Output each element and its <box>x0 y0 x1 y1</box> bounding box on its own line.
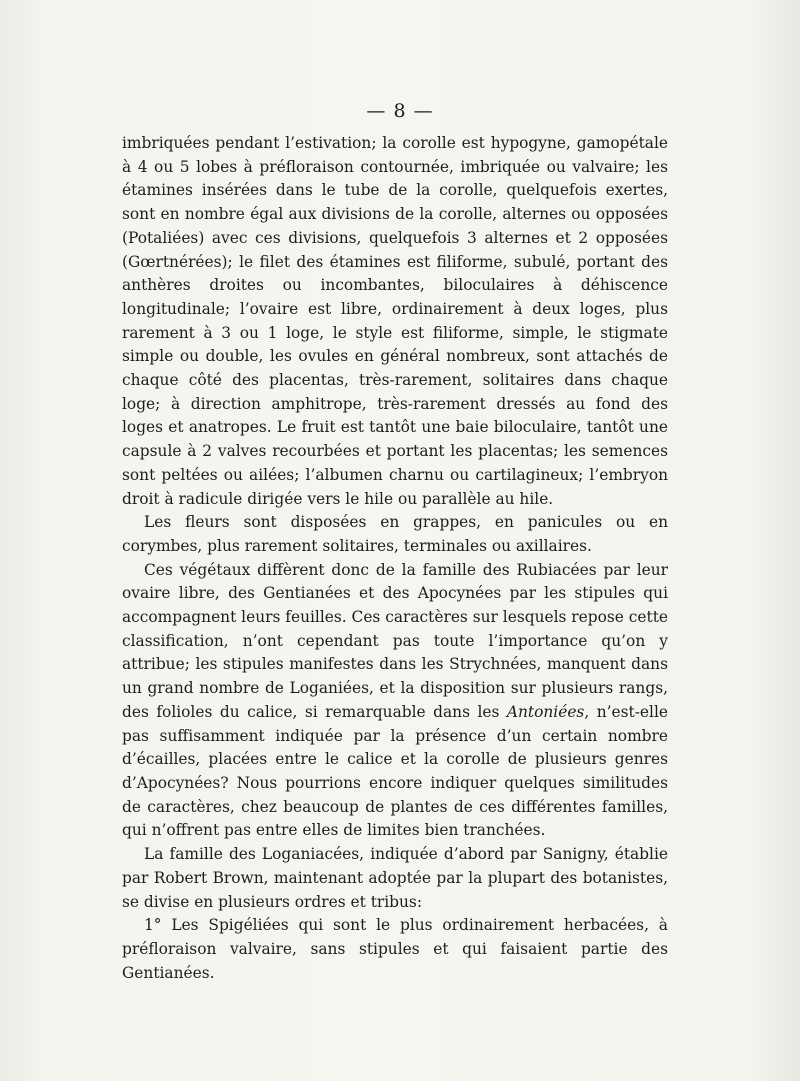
paragraph-3 <box>122 559 668 843</box>
paragraph-3-text-b: , n’est-elle pas suffisamment indiquée par la présence d’un certain nombre d’écailles, placées entre le calice et la corolle de plusieurs genres d’Apocynées? Nous pourrions encore indiquer quelques similitudes de caractères, chez beaucoup de plantes de ces différentes familles, qui n’offrent pas entre elles de limites bien tranchées. <box>122 702 668 840</box>
paragraph-1 <box>122 132 668 511</box>
paragraph-5 <box>122 914 668 985</box>
paragraph-2 <box>122 511 668 558</box>
body-text <box>122 132 668 985</box>
paragraph-3-italic-term: Antoniées <box>506 702 585 721</box>
page-number: — 8 — <box>366 100 434 122</box>
paragraph-4 <box>122 843 668 914</box>
paragraph-4-text: La famille des Loganiacées, indiquée d’abord par Sanigny, établie par Robert Brown, maintenant adoptée par la plupart des botanistes, se divise en plusieurs ordres et tribus: <box>122 845 668 911</box>
paragraph-5-text: 1° Les Spigéliées qui sont le plus ordinairement herbacées, à préfloraison valvaire, sans stipules et qui faisaient partie des Gentianées. <box>122 916 668 982</box>
paragraph-3-text-a: Ces végétaux diffèrent donc de la famille des Rubiacées par leur ovaire libre, des Gentianées et des Apocynées par les stipules qui accompagnent leurs feuilles. Ces caractères sur lesquels repose cette classification, n’ont cependant pas toute l’importance qu’on y attribue; les stipules manifestes dans les Strychnées, manquent dans un grand nombre de Loganiées, et la disposition sur plusieurs rangs, des folioles du calice, si remarquable dans les <box>122 560 668 721</box>
paragraph-1-text: imbriquées pendant l’estivation; la corolle est hypogyne, gamopétale à 4 ou 5 lobes à préfloraison contournée, imbriquée ou valvaire; les étamines insérées dans le tube de la corolle, quelquefois exertes, sont en nombre égal aux divisions de la corolle, alternes ou opposées (Potaliées) avec ces divisions, quelquefois 3 alternes et 2 opposées (Gœrtnérées); le filet des étamines est filiforme, subulé, portant des anthères droites ou incombantes, biloculaires à déhiscence longitudinale; l’ovaire est libre, ordinairement à deux loges, plus rarement à 3 ou 1 loge, le style est filiforme, simple, le stigmate simple ou double, les ovules en général nombreux, sont attachés de chaque côté des placentas, très-rarement, solitaires dans chaque loge; à direction amphitrope, très-rarement dressés au fond des loges et anatropes. Le fruit est tantôt une baie biloculaire, tantôt une capsule à 2 valves recourbées et portant les placentas; les semences sont peltées ou ailées; l’albumen charnu ou cartilagineux; l’embryon droit à radicule dirigée vers le hile ou parallèle au hile. <box>122 134 668 508</box>
paragraph-2-text: Les fleurs sont disposées en grappes, en panicules ou en corymbes, plus rarement solitaires, terminales ou axillaires. <box>122 513 668 555</box>
